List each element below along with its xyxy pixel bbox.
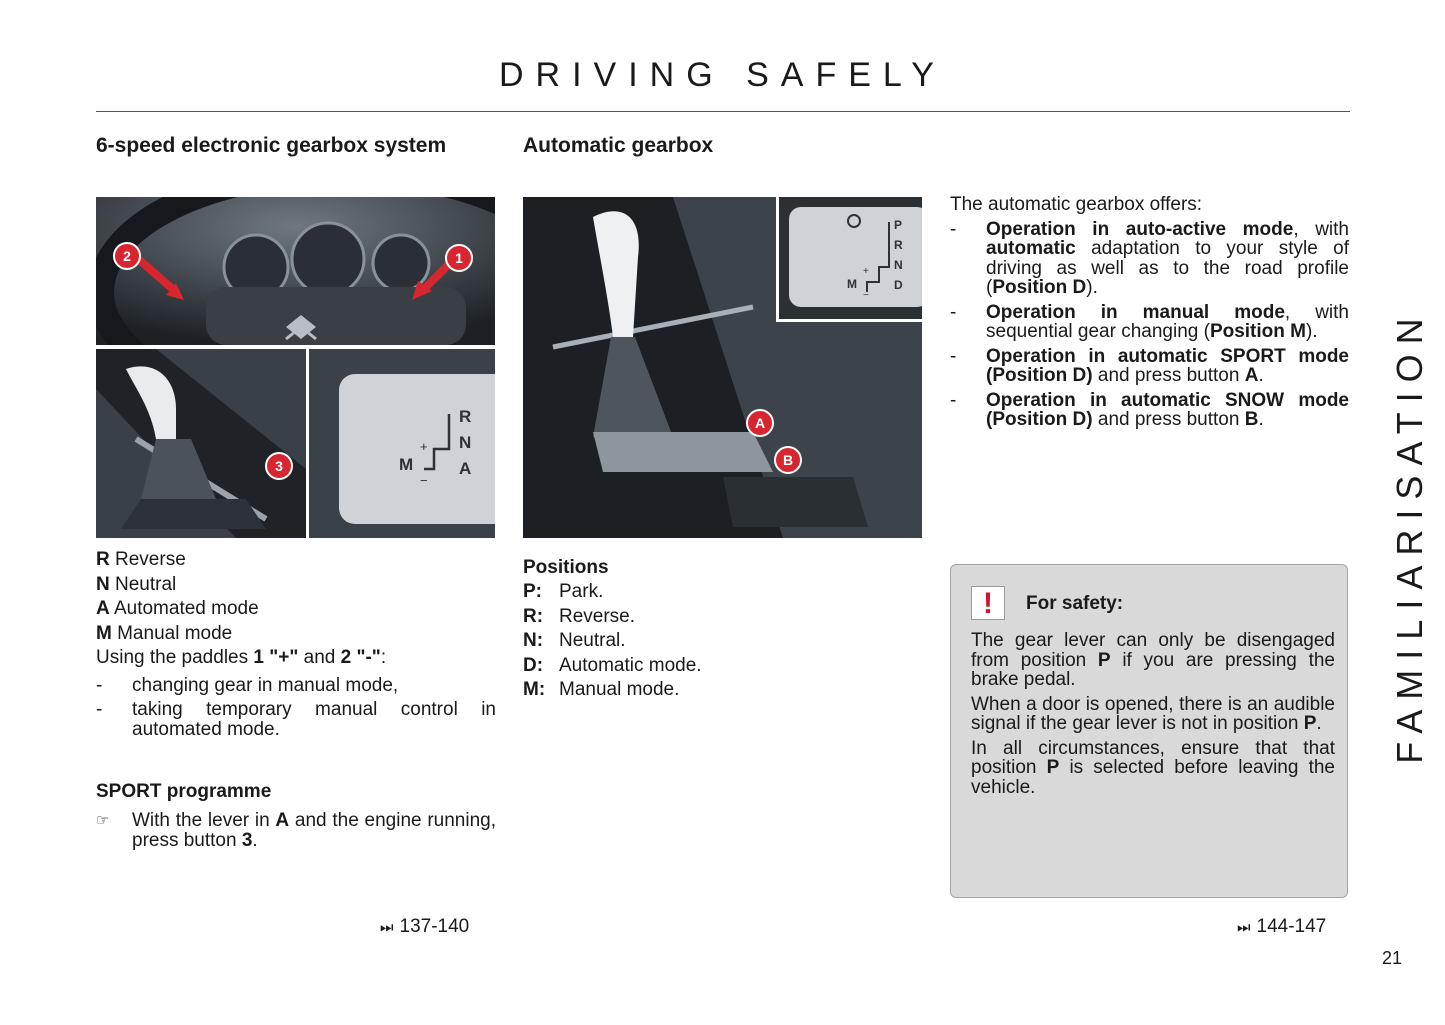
middle-column [523,135,923,157]
button-a-badge: A [746,409,774,437]
right-page-reference[interactable]: ⏭ 144-147 [1237,916,1327,937]
warning-body [971,631,1335,802]
feature-sport: - Operation in automatic SPORT mode (Position D) and press button A. [950,345,1349,386]
gate-minus-sign: − [420,473,428,488]
left-body [96,548,496,744]
paddles-bullet-2: - taking temporary manual control in automated mode. [96,699,496,740]
position-r: R: Reverse. [523,605,636,627]
steering-wheel-illustration [96,197,495,345]
gate-letter-p: P [894,218,903,232]
gate-letter-r: R [459,407,472,426]
automatic-lever-photo [523,197,922,538]
feature-snow: - Operation in automatic SNOW mode (Position D) and press button B. [950,389,1349,430]
warning-title: For safety: [1026,593,1124,614]
left-column [96,135,496,157]
section-side-tab [1390,300,1430,770]
paddles-intro: Using the paddles 1 "+" and 2 "-": [96,647,387,668]
title-divider [96,111,1350,112]
paddles-bullet-1: - changing gear in manual mode, [96,674,399,696]
skip-forward-icon: ⏭ [1237,919,1251,936]
button-3-badge: 3 [265,452,293,480]
gate-letter-m: M [847,277,857,291]
right-column [950,193,1349,435]
gate-plus-sign: + [420,439,428,454]
skip-forward-icon: ⏭ [380,919,394,936]
gate-letter-d: D [894,278,903,292]
gate-letters [459,404,471,482]
lever-photo [96,349,306,538]
feature-auto-active: - Operation in auto-active mode, with automatic adaptation to your style of driving as well as to the road profile (Position D). [950,218,1349,298]
page-number: 21 [1382,948,1403,968]
gate-letter-r: R [894,238,903,252]
positions-section [523,556,923,703]
position-p: P: Park. [523,581,604,602]
button-b-badge: B [774,446,802,474]
left-page-reference[interactable]: ⏭ 137-140 [380,916,470,937]
positions-heading: Positions [523,557,609,578]
prnd-letters [894,215,903,295]
paddle-1-badge: 1 [445,244,473,272]
gate-letter-n: N [459,433,472,452]
gate-prnd-inset [776,197,922,322]
section-side-tab-label: FAMILIARISATION [1389,308,1430,764]
position-d: D: Automatic mode. [523,654,702,676]
gearbox-intro: The automatic gearbox offers: [950,194,1203,215]
feature-manual: - Operation in manual mode, with sequential gear changing (Position M). [950,301,1349,342]
prnd-track-icon [859,222,895,302]
left-heading: 6-speed electronic gearbox system [96,134,447,157]
sport-heading: SPORT programme [96,781,272,802]
gear-lever-illustration [96,349,306,538]
legend-r: R Reverse [96,549,186,570]
brake-icon [847,214,861,228]
gate-plate [339,374,495,524]
warning-paragraph-3: In all circumstances, ensure that that position P is selected before leaving the vehicle. [971,737,1335,798]
page-title: DRIVING SAFELY [499,56,946,94]
gate-rna-photo [309,349,495,538]
warning-paragraph-1: The gear lever can only be disengaged from position P if you are pressing the brake pedal. [971,630,1336,690]
warning-icon: ! [971,586,1005,620]
legend-m: M Manual mode [96,622,233,644]
gate-plus-sign: + [863,266,869,277]
legend-n: N Neutral [96,573,177,595]
paddle-2-badge: 2 [113,242,141,270]
legend-a: A Automated mode [96,598,259,619]
middle-heading: Automatic gearbox [523,134,714,157]
position-n: N: Neutral. [523,630,626,652]
gate-letter-a: A [459,459,472,478]
gate-minus-sign: − [863,290,869,301]
safety-warning-box [950,564,1348,898]
gate-letter-m: M [399,455,414,474]
sport-instruction: ☞ With the lever in A and the engine running, press button 3. [96,810,496,851]
sport-section [96,781,496,855]
warning-paragraph-2: When a door is opened, there is an audible signal if the gear lever is not in position P. [971,693,1335,734]
gate-track-icon [419,409,459,489]
pointing-hand-icon: ☞ [96,812,110,829]
gate-letter-n: N [894,258,903,272]
steering-wheel-photo [96,197,495,345]
position-m: M: Manual mode. [523,679,680,701]
